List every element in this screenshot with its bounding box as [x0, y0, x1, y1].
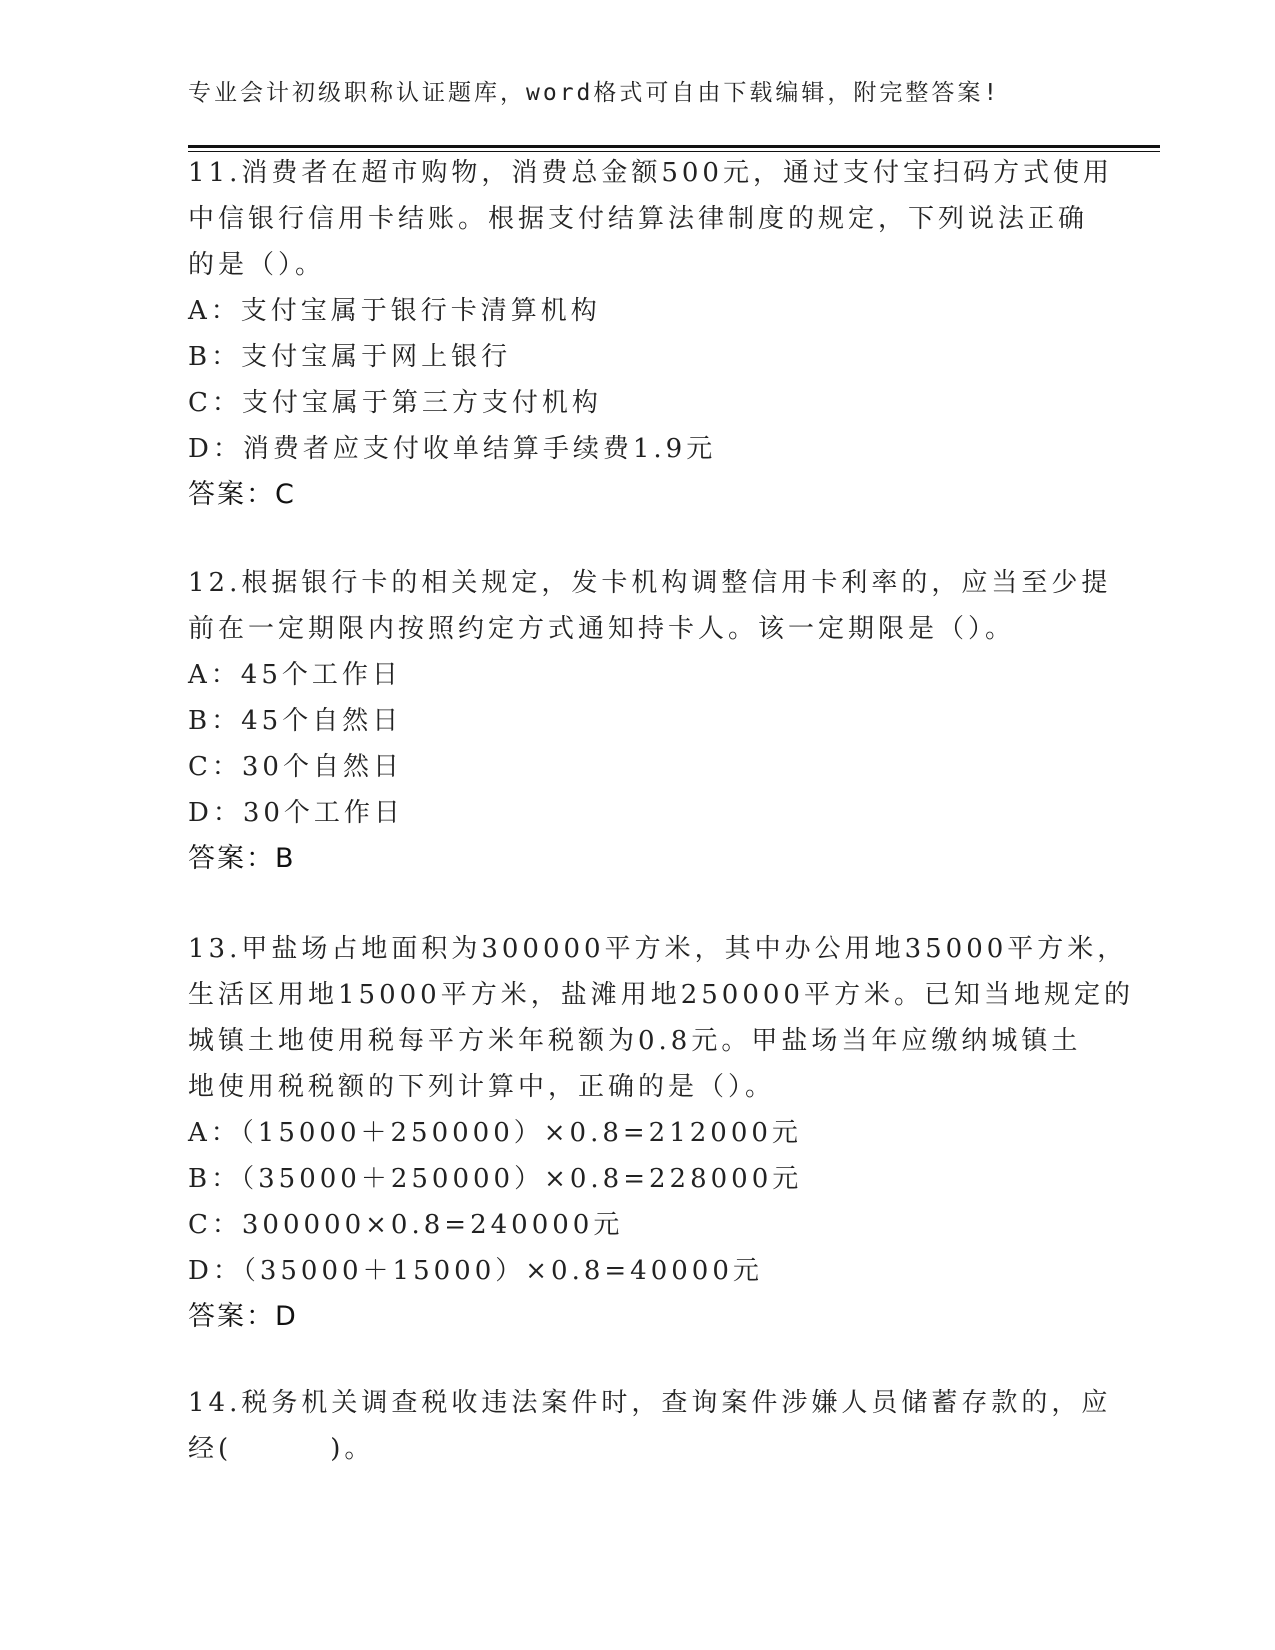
question-13: [188, 926, 1148, 1340]
header-rule-thick: [188, 145, 1160, 148]
option-d: D：30个工作日: [188, 798, 404, 828]
question-stem-line: 城镇土地使用税每平方米年税额为0.8元。甲盐场当年应缴纳城镇土: [188, 1026, 1082, 1056]
option-b: B：（35000＋250000）×0.8=228000元: [188, 1164, 803, 1194]
question-stem-line: 14.税务机关调查税收违法案件时，查询案件涉嫌人员储蓄存款的，应: [188, 1388, 1112, 1418]
option-a: A：支付宝属于银行卡清算机构: [188, 296, 601, 326]
question-stem-line: 前在一定期限内按照约定方式通知持卡人。该一定期限是（）。: [188, 614, 1016, 644]
question-stem-line: 13.甲盐场占地面积为300000平方米，其中办公用地35000平方米，: [188, 934, 1128, 964]
option-d: D：（35000＋15000）×0.8=40000元: [188, 1256, 763, 1286]
option-b: B：45个自然日: [188, 706, 403, 736]
question-stem-line: 经( )。: [188, 1434, 375, 1464]
question-12: [188, 560, 1148, 882]
answer: 答案：D: [188, 1301, 298, 1332]
question-stem-line: 11.消费者在超市购物，消费总金额500元，通过支付宝扫码方式使用: [188, 158, 1113, 188]
answer: 答案：B: [188, 843, 296, 874]
option-a: A：（15000＋250000）×0.8=212000元: [188, 1118, 802, 1148]
question-stem-line: 生活区用地15000平方米，盐滩用地250000平方米。已知当地规定的: [188, 980, 1134, 1010]
question-stem-line: 12.根据银行卡的相关规定，发卡机构调整信用卡利率的，应当至少提: [188, 568, 1112, 598]
option-c: C：300000×0.8=240000元: [188, 1210, 624, 1240]
answer: 答案：C: [188, 479, 296, 510]
question-stem-line: 的是（）。: [188, 250, 326, 280]
option-b: B：支付宝属于网上银行: [188, 342, 512, 372]
option-c: C：支付宝属于第三方支付机构: [188, 388, 602, 418]
question-stem-line: 中信银行信用卡结账。根据支付结算法律制度的规定，下列说法正确: [188, 204, 1089, 234]
option-a: A：45个工作日: [188, 660, 402, 690]
question-stem-line: 地使用税税额的下列计算中，正确的是（）。: [188, 1072, 776, 1102]
option-d: D：消费者应支付收单结算手续费1.9元: [188, 434, 717, 464]
question-14: [188, 1380, 1148, 1472]
option-c: C：30个自然日: [188, 752, 403, 782]
page-header: 专业会计初级职称认证题库，word格式可自由下载编辑，附完整答案!: [188, 80, 1001, 106]
question-11: [188, 150, 1148, 518]
